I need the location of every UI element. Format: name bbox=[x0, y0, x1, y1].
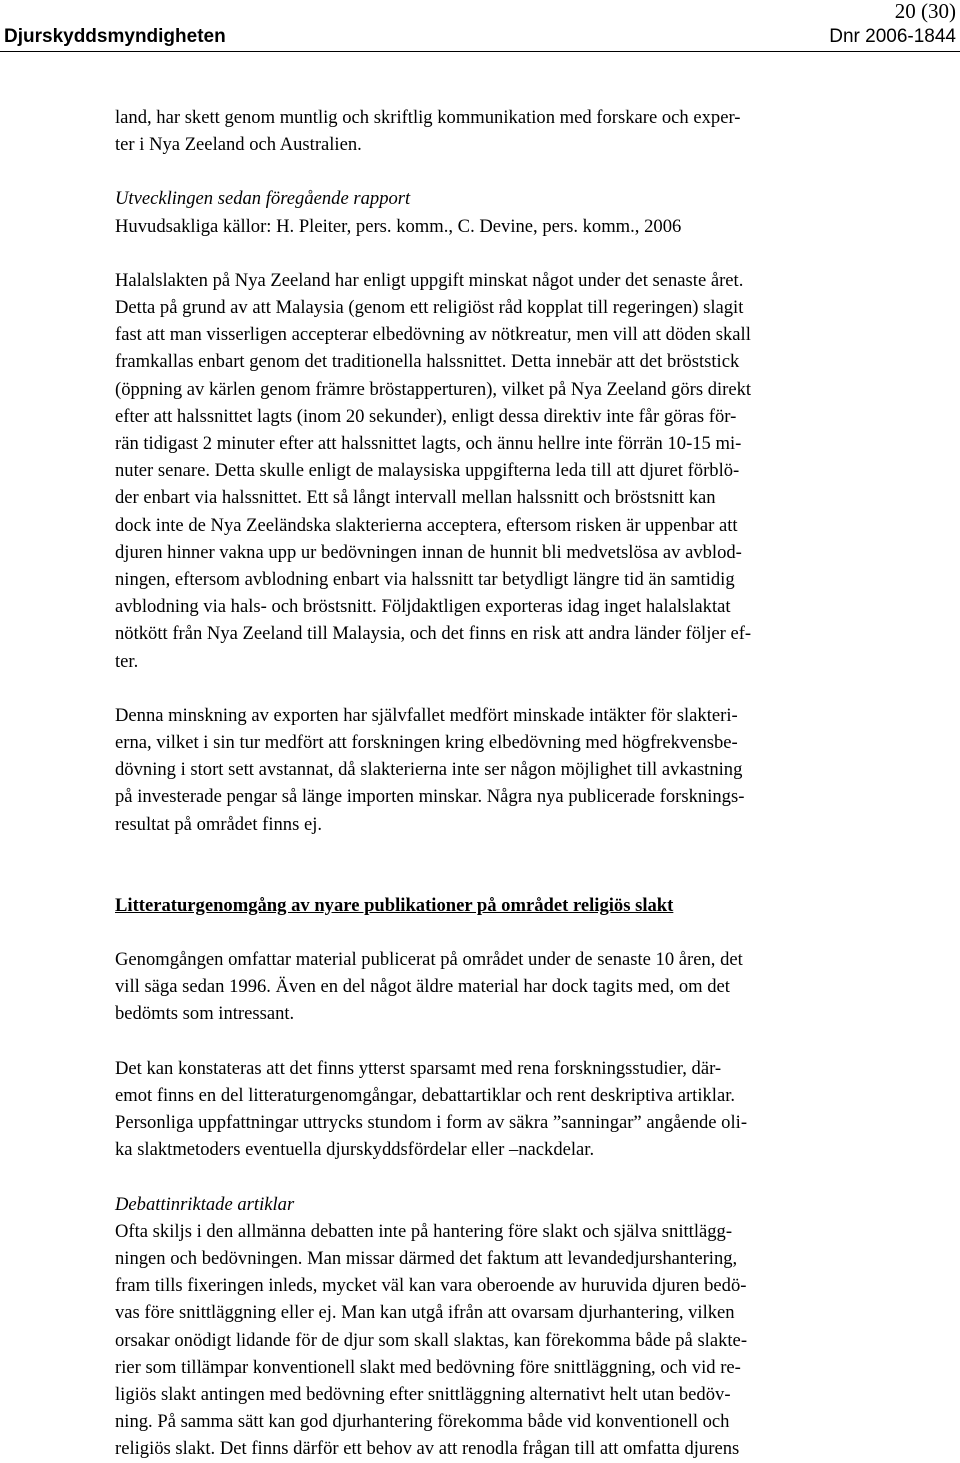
text-line: Ofta skiljs i den allmänna debatten inte på hantering före slakt och själva snittlägg- bbox=[115, 1220, 733, 1242]
text-line: dövning i stort sett avstannat, då slakterierna inte ser någon möjlighet till avkastning bbox=[115, 759, 743, 781]
text-line: efter att halssnittet lagts (inom 20 sekunder), enligt dessa direktiv inte får göras för- bbox=[115, 405, 737, 427]
text-line: ter i Nya Zeeland och Australien. bbox=[115, 134, 362, 156]
document-number: Dnr 2006-1844 bbox=[829, 26, 956, 47]
text-line: land, har skett genom muntlig och skriftlig kommunikation med forskare och exper- bbox=[115, 107, 741, 128]
text-line: Detta på grund av att Malaysia (genom ett religiöst råd kopplat till regeringen) slagit bbox=[115, 297, 744, 319]
text-line: der enbart via halssnittet. Ett så långt intervall mellan halssnitt och bröstsnitt kan bbox=[115, 487, 716, 509]
text-line: avblodning via hals- och bröstsnitt. Följdaktligen exporteras idag inget halalslaktat bbox=[115, 596, 731, 618]
text-line: resultat på området finns ej. bbox=[115, 813, 323, 835]
text-line: Det kan konstateras att det finns ytterst sparsamt med rena forskningsstudier, där- bbox=[115, 1057, 722, 1079]
text-line: nuter senare. Detta skulle enligt de malaysiska uppgifterna leda till att djuret förblö- bbox=[115, 460, 740, 482]
paragraph-review-scope bbox=[115, 946, 930, 1028]
text-line: Denna minskning av exporten har självfallet medfört minskade intäkter för slakteri- bbox=[115, 704, 738, 726]
text-line: rier som tillämpar konventionell slakt med bedövning före snittläggning, och vid re- bbox=[115, 1356, 741, 1378]
text-line: orsakar onödigt lidande för de djur som skall slaktas, kan förekomma både på slakte- bbox=[115, 1329, 748, 1351]
text-line: nötkött från Nya Zeeland till Malaysia, och det finns en risk att andra länder följer ef- bbox=[115, 623, 752, 645]
page-header bbox=[0, 0, 960, 52]
text-line: religiös slakt. Det finns därför ett behov av att renodla frågan till att omfatta djurens bbox=[115, 1438, 740, 1460]
text-line: ning. På samma sätt kan god djurhantering förekomma både vid konventionell och bbox=[115, 1411, 730, 1433]
sources-line: Huvudsakliga källor: H. Pleiter, pers. komm., C. Devine, pers. komm., 2006 bbox=[115, 215, 682, 237]
section-heading-text: Litteraturgenomgång av nyare publikationer på området religiös slakt bbox=[115, 894, 674, 916]
paragraph-halal-nz bbox=[115, 267, 930, 675]
section-heading bbox=[115, 892, 930, 919]
text-line: på investerade pengar så länge importen minskar. Några nya publicerade forsknings- bbox=[115, 786, 745, 808]
text-line: rän tidigast 2 minuter efter att halssnittet lagts, och ännu hellre inte förrän 10-15 mi- bbox=[115, 433, 742, 455]
text-line: ligiös slakt antingen med bedövning efter snittläggning alternativt helt utan bedöv- bbox=[115, 1383, 731, 1405]
paragraph-intro-end bbox=[115, 104, 930, 158]
header-divider bbox=[0, 51, 960, 52]
document-body bbox=[115, 104, 930, 1463]
text-line: erna, vilket i sin tur medfört att forskningen kring elbedövning med högfrekvensbe- bbox=[115, 732, 738, 754]
text-line: Personliga uppfattningar uttrycks stundom i form av säkra ”sanningar” angående oli- bbox=[115, 1112, 748, 1134]
text-line: bedömts som intressant. bbox=[115, 1003, 295, 1025]
text-line: (öppning av kärlen genom främre bröstapperturen), vilket på Nya Zeeland görs direkt bbox=[115, 378, 752, 400]
subheading-debate: Debattinriktade artiklar bbox=[115, 1193, 295, 1215]
text-line: ka slaktmetoders eventuella djurskyddsfördelar eller –nackdelar. bbox=[115, 1139, 595, 1161]
organization-name: Djurskyddsmyndigheten bbox=[4, 26, 226, 47]
text-line: ningen och bedövningen. Man missar därmed det faktum att levandedjurshantering, bbox=[115, 1247, 738, 1269]
text-line: fast att man visserligen accepterar elbedövning av nötkreatur, men vill att döden skall bbox=[115, 324, 751, 346]
text-line: dock inte de Nya Zeeländska slakterierna acceptera, eftersom risken är uppenbar att bbox=[115, 514, 738, 536]
paragraph-export-decline bbox=[115, 702, 930, 838]
debate-section bbox=[115, 1191, 930, 1463]
subheading-development: Utvecklingen sedan föregående rapport bbox=[115, 188, 411, 210]
page-number: 20 (30) bbox=[894, 0, 956, 23]
text-line: vill säga sedan 1996. Även en del något äldre material har dock tagits med, om det bbox=[115, 976, 730, 998]
text-line: Genomgången omfattar material publicerat på området under de senaste 10 åren, det bbox=[115, 949, 743, 971]
development-section bbox=[115, 185, 930, 239]
text-line: ter. bbox=[115, 650, 139, 672]
text-line: framkallas enbart genom det traditionella halssnittet. Detta innebär att det bröststick bbox=[115, 351, 740, 373]
text-line: emot finns en del litteraturgenomgångar, debattartiklar och rent deskriptiva artiklar. bbox=[115, 1084, 736, 1106]
text-line: djuren hinner vakna upp ur bedövningen innan de hunnit bli medvetslösa av avblod- bbox=[115, 541, 742, 563]
text-line: fram tills fixeringen inleds, mycket väl kan vara oberoende av huruvida djuren bedö- bbox=[115, 1275, 747, 1297]
text-line: ningen, eftersom avblodning enbart via halssnitt tar betydligt längre tid än samtidig bbox=[115, 569, 735, 591]
text-line: Halalslakten på Nya Zeeland har enligt uppgift minskat något under det senaste året. bbox=[115, 269, 744, 291]
text-line: vas före snittläggning eller ej. Man kan utgå ifrån att ovarsam djurhantering, vilken bbox=[115, 1302, 735, 1324]
paragraph-research-scarcity bbox=[115, 1055, 930, 1164]
